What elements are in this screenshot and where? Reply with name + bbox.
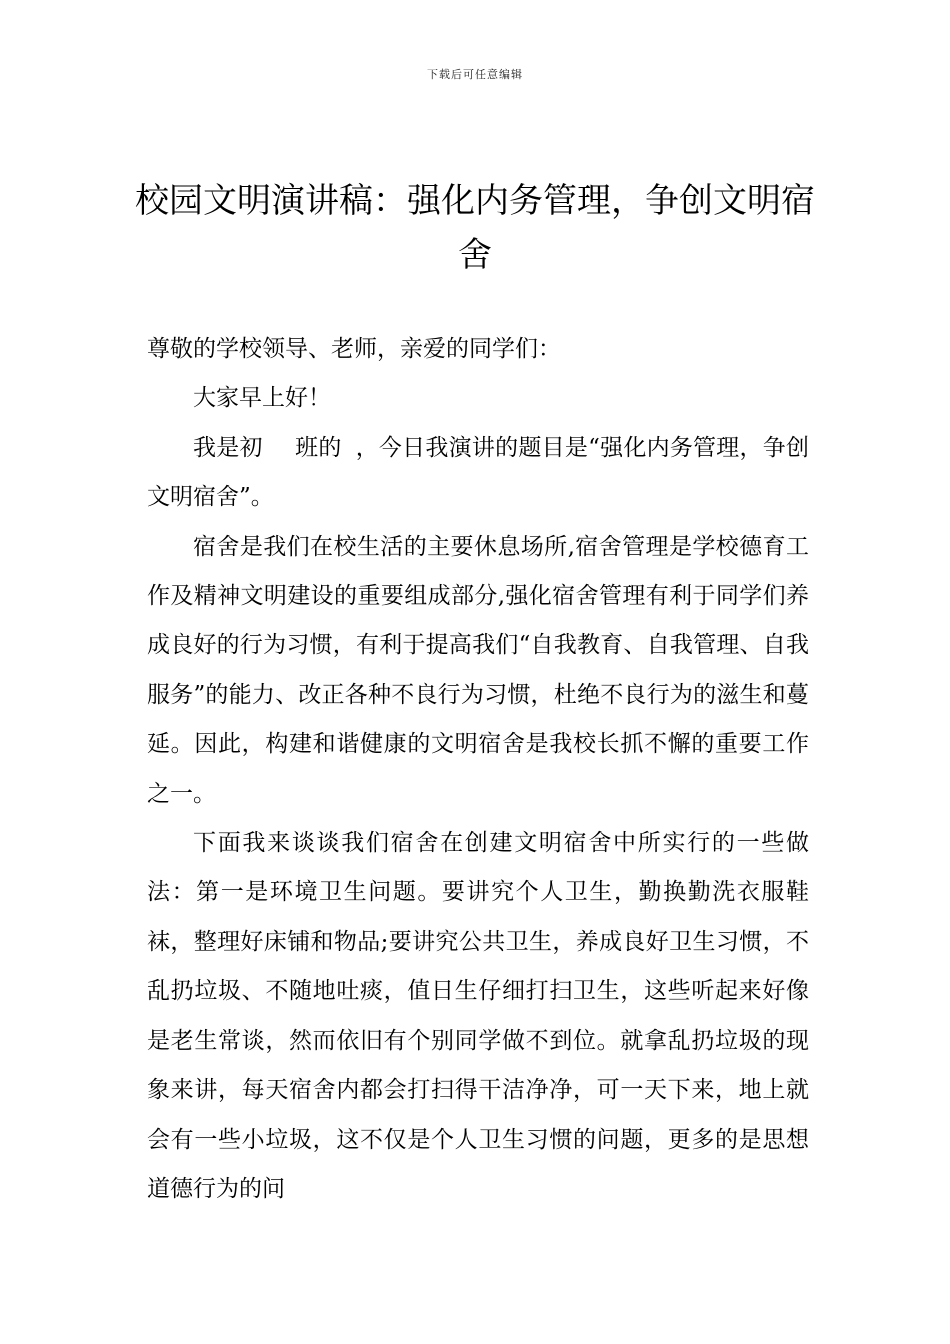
intro-part-1: 我是初 xyxy=(193,434,263,461)
page-header-note: 下载后可任意编辑 xyxy=(427,68,523,81)
document-title: 校园文明演讲稿：强化内务管理，争创文明宿舍 xyxy=(135,181,815,275)
intro-paragraph xyxy=(147,424,809,523)
document-body xyxy=(147,325,809,1214)
intro-part-2: 班的 xyxy=(294,434,342,461)
body-paragraph-practices: 下面我来谈谈我们宿舍在创建文明宿舍中所实行的一些做法：第一是环境卫生问题。要讲究个人卫生，勤换勤洗衣服鞋袜，整理好床铺和物品;要讲究公共卫生，养成良好卫生习惯，不乱扔垃圾、不随地吐痰，值日生仔细打扫卫生，这些听起来好像是老生常谈，然而依旧有个别同学做不到位。就拿乱扔垃圾的现象来讲，每天宿舍内都会打扫得干洁净净，可一天下来，地上就会有一些小垃圾，这不仅是个人卫生习惯的问题，更多的是思想道德行为的问 xyxy=(147,830,809,1202)
intro-part-3: ，今日我演讲的题目是“强化内务管理，争创文明宿舍”。 xyxy=(147,434,810,511)
body-paragraph-dormitory: 宿舍是我们在校生活的主要休息场所,宿舍管理是学校德育工作及精神文明建设的重要组成部分,强化宿舍管理有利于同学们养成良好的行为习惯，有利于提高我们“自我教育、自我管理、自我服务”的能力、改正各种不良行为习惯，杜绝不良行为的滋生和蔓延。因此，构建和谐健康的文明宿舍是我校长抓不懈的重要工作之一。 xyxy=(147,533,809,807)
greeting: 大家早上好！ xyxy=(193,385,331,412)
salutation: 尊敬的学校领导、老师，亲爱的同学们： xyxy=(147,336,561,362)
